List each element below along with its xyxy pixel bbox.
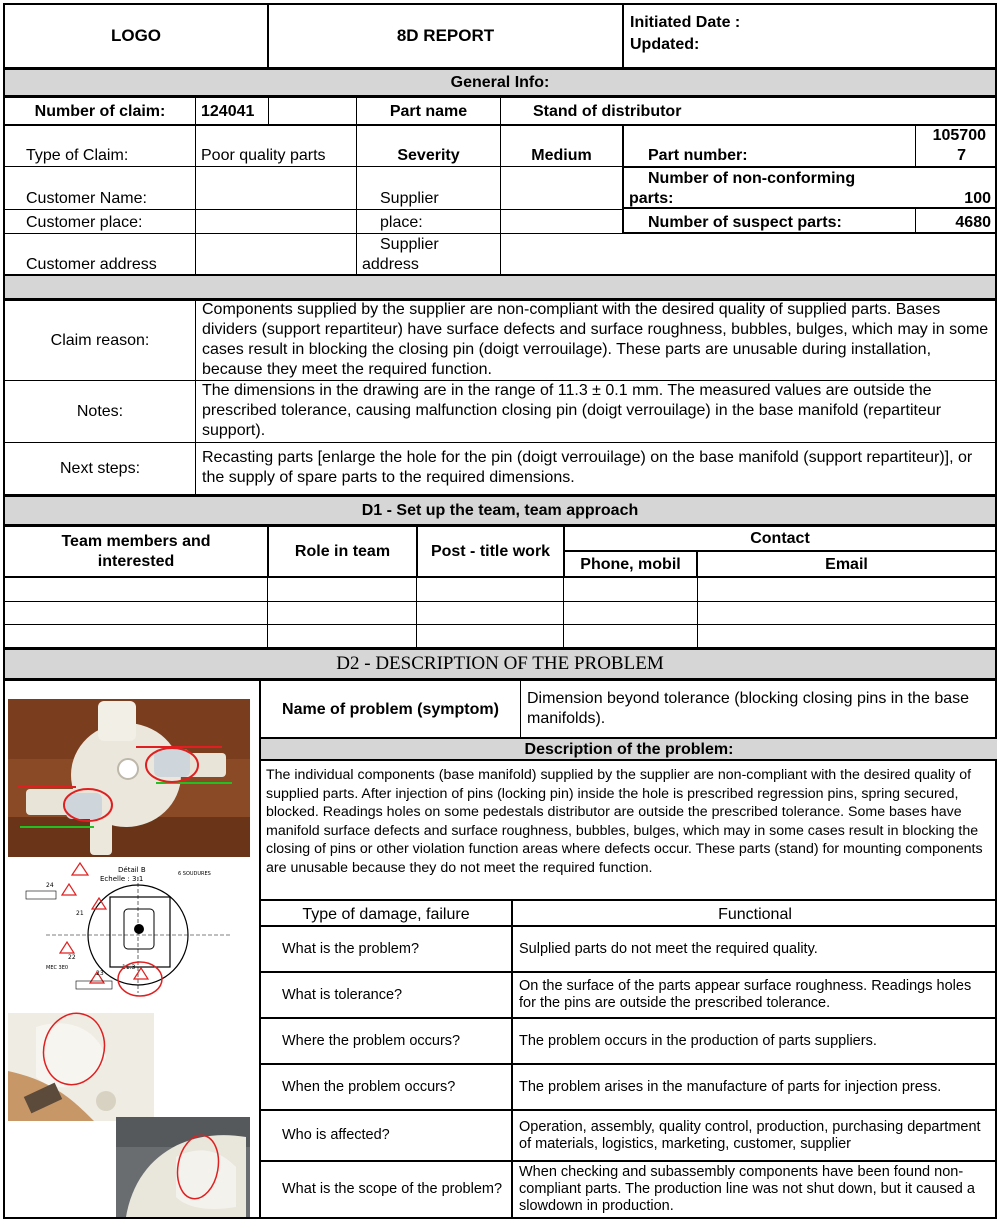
description-title: Description of the problem: [261, 739, 997, 761]
col-role: Role in team [294, 543, 391, 560]
question-tolerance: What is tolerance? [282, 986, 403, 1003]
initiated-date-label: Initiated Date : [630, 14, 741, 31]
notes-label: Notes: [76, 403, 124, 420]
description-text: The individual components (base manifold) supplied by the supplier are non-compliant with the desired quality of supplied parts. After injection of pins (locking pin) inside the hole is prescribed regression pins, spring secured, blocked. Readings holes on some pedestals distributor are outside the prescribed tolerance. Some bases have manifold surface defects and surface roughness, bubbles, bulges, which may in some cases result in blocking the closing of pins or other violation function areas where defects occur. These parts (stand) for mounting components are unusable because they do not meet the required function. [266, 767, 983, 876]
type-of-claim-value: Poor quality parts [201, 147, 326, 164]
answer-where: The problem occurs in the production of parts suppliers. [519, 1032, 877, 1049]
customer-place-label: Customer place: [26, 214, 143, 231]
part-name-label: Part name [389, 102, 468, 120]
closeup-photo-1 [8, 1006, 154, 1121]
problem-photos [6, 697, 252, 1219]
drawing-weld-label: 6 SOUDURES [178, 871, 211, 877]
answer-when: The problem arises in the manufacture of parts for injection press. [519, 1078, 942, 1095]
question-where: Where the problem occurs? [282, 1032, 461, 1049]
col-email: Email [825, 555, 868, 573]
part-top-view-photo [8, 699, 250, 857]
part-number-label: Part number: [648, 147, 748, 164]
col-post: Post - title work [430, 543, 551, 560]
drawing-dim-11-3: 11.3 [122, 964, 136, 971]
number-of-claim-value: 124041 [201, 102, 255, 120]
nonconforming-label-line1: Number of non-conforming [648, 170, 856, 187]
nonconforming-label-line2: parts: [629, 190, 674, 207]
closeup-photo-2 [116, 1117, 250, 1217]
technical-drawing [8, 859, 250, 1009]
next-steps-label: Next steps: [59, 460, 141, 477]
answer-who: Operation, assembly, quality control, production, purchasing department of materials, logistics, marketing, customer, supplier [519, 1118, 981, 1152]
suspect-parts-label: Number of suspect parts: [648, 214, 842, 231]
next-steps-text: Recasting parts [enlarge the hole for the pin (doigt verrouilage) on the base manifold (support repartiteur)], or the supply of spare parts to the required dimensions. [202, 449, 973, 486]
drawing-note-mec: MEC 3E0 [46, 965, 69, 971]
drawing-scale-label: Echelle : 3:1 [100, 875, 144, 883]
answer-what-problem: Sulplied parts do not meet the required quality. [519, 940, 818, 957]
part-number-value-line1: 105700 [932, 127, 986, 144]
spacer-bar [3, 274, 997, 300]
name-of-problem-label: Name of problem (symptom) [282, 700, 499, 718]
drawing-dim-23: 23 [96, 970, 104, 977]
part-name-value: Stand of distributor [533, 102, 682, 120]
drawing-dim-24: 24 [46, 882, 54, 889]
col-functional: Functional [718, 905, 792, 923]
severity-value: Medium [531, 146, 592, 164]
suspect-parts-value: 4680 [955, 214, 991, 231]
col-type-of-damage: Type of damage, failure [302, 905, 470, 923]
question-when: When the problem occurs? [282, 1078, 456, 1095]
customer-address-label: Customer address [26, 256, 157, 273]
col-contact: Contact [750, 530, 810, 547]
question-who: Who is affected? [282, 1127, 390, 1143]
supplier-address-line1: Supplier [380, 236, 439, 253]
notes-text: The dimensions in the drawing are in the range of 11.3 ± 0.1 mm. The measured values are outside the prescribed tolerance, causing malfunction closing pin (doigt verrouilage) in the base manifold (repartiteur support). [202, 382, 942, 439]
nonconforming-value: 100 [964, 190, 991, 207]
answer-scope: When checking and subassembly components have been found non-compliant parts. The production line was not shut down, but it caused a slowdown in production. [519, 1164, 975, 1214]
name-of-problem-value: Dimension beyond tolerance (blocking closing pins in the base manifolds). [527, 690, 970, 727]
supplier-label-line1: Supplier [380, 190, 439, 207]
type-of-claim-label: Type of Claim: [26, 147, 129, 164]
customer-name-label: Customer Name: [26, 190, 147, 207]
part-number-value-line2: 7 [957, 147, 966, 164]
claim-reason-text: Components supplied by the supplier are non-compliant with the desired quality of supplied parts. Bases dividers (support repartiteur) have surface defects and surface roughness, bubbles, bulges, which may in some cases result in blocking the closing pin (doigt verrouilage). These parts are unusable during installation, because they meet the required function. [202, 301, 989, 378]
updated-label: Updated: [630, 36, 700, 53]
col-phone: Phone, mobil [580, 555, 681, 573]
d1-header: D1 - Set up the team, team approach [3, 495, 997, 526]
supplier-label-line2: place: [380, 214, 423, 231]
drawing-dim-22: 22 [68, 954, 76, 961]
severity-label: Severity [397, 146, 460, 164]
supplier-address-line2: address [362, 256, 419, 273]
col-team-members: Team members and interested [61, 532, 211, 570]
question-scope: What is the scope of the problem? [282, 1181, 503, 1197]
drawing-detail-label: Détail B [118, 866, 146, 874]
drawing-dim-21: 21 [76, 910, 84, 917]
number-of-claim-label: Number of claim: [34, 102, 166, 120]
logo: LOGO [110, 26, 162, 45]
d2-header: D2 - DESCRIPTION OF THE PROBLEM [3, 648, 997, 680]
claim-reason-label: Claim reason: [50, 332, 150, 349]
general-info-header: General Info: [3, 68, 997, 97]
report-title: 8D REPORT [396, 26, 495, 45]
question-what-problem: What is the problem? [282, 940, 420, 957]
answer-tolerance: On the surface of the parts appear surface roughness. Readings holes for the pins are outside the prescribed tolerance. [519, 978, 972, 1011]
